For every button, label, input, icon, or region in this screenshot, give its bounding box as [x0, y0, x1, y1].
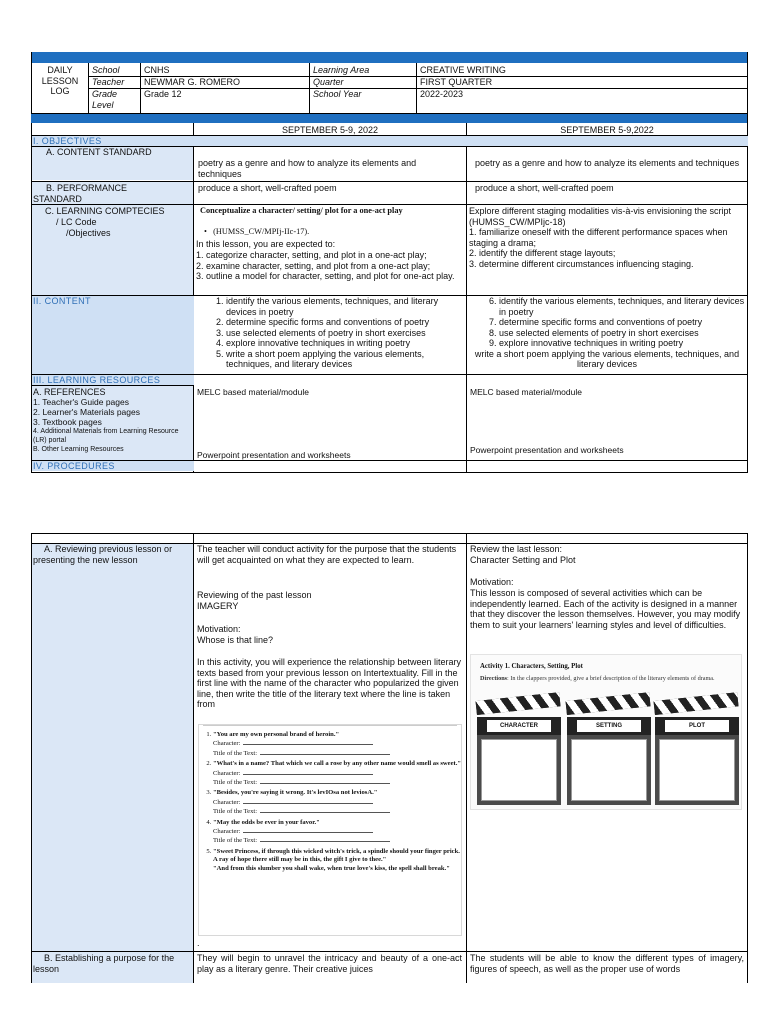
competencies-col2-line: 1. familiarize oneself with the different performance spaces when staging a drama; [469, 227, 728, 248]
review-col1-dot: . [197, 938, 200, 948]
review-col1-intro: The teacher will conduct activity for the purpose that the students will get acquainted on what they are expected to learn. [197, 544, 457, 565]
worksheet-item [213, 848, 461, 873]
clapper-plot [655, 701, 739, 805]
grade-level-value: Grade 12 [144, 89, 182, 99]
grade-level-label: Grade Level [92, 89, 118, 110]
worksheet-quote: 4. "May the odds be ever in your favor." [213, 818, 320, 826]
content-col2-item: 9. explore innovative techniques in writing poetry [499, 338, 745, 349]
worksheet-quote: 2. "What's in a name? That which we call a rose by any other name would smell as sweet." [213, 760, 461, 768]
competencies-col2-line: 2. identify the different stage layouts; [469, 248, 616, 258]
content-col1-item: 5. write a short poem applying the various elements, techniques, and literary devices [226, 349, 464, 370]
review-label: A. Reviewing previous lesson or presenting the new lesson [33, 544, 173, 565]
section-content: II. CONTENT [32, 296, 194, 374]
clapper-setting [567, 701, 651, 805]
clapper-character [477, 701, 561, 805]
content-standard-label: A. CONTENT STANDARD [46, 147, 152, 157]
worksheet-title-label: Title of the Text: [213, 779, 258, 787]
review-col2-topic: Character Setting and Plot [470, 555, 576, 565]
performance-standard-col2: produce a short, well-crafted poem [475, 183, 614, 193]
section-procedures: IV. PROCEDURES [32, 461, 194, 471]
teacher-label: Teacher [92, 77, 125, 87]
competencies-col1-code-text: (HUMSS_CW/MPIj-IIc-17). [213, 227, 310, 236]
worksheet-character-label: Character: [213, 769, 241, 777]
school-value: CNHS [144, 65, 170, 75]
clapper-label: SETTING [577, 720, 641, 732]
header-bar [31, 114, 747, 123]
competencies-col2-line: Explore different staging modalities vis-à-vis envisioning the script (HUMSS_CW/MPIjc-18) [469, 206, 731, 227]
references-col1-bottom: Powerpoint presentation and worksheets [197, 450, 351, 460]
review-col1-motivation: Motivation: [197, 624, 241, 634]
content-col2-item: 7. determine specific forms and conventions of poetry [499, 317, 745, 328]
teacher-value: NEWMAR G. ROMERO [144, 77, 240, 87]
clapper-label: PLOT [665, 720, 729, 732]
date-col-2: SEPTEMBER 5-9,2022 [560, 125, 654, 135]
worksheet-item [213, 819, 461, 846]
school-year-value: 2022-2023 [420, 89, 464, 99]
content-col2-tail: write a short poem applying the various elements, techniques, and literary devices [474, 348, 740, 369]
content-col2-item: 8. use selected elements of poetry in short exercises [499, 328, 745, 339]
content-col1-item: 4. explore innovative techniques in writing poetry [226, 338, 464, 349]
worksheet-quote: 3. "Besides, you're saying it wrong. It's levIOsa not leviosA." [213, 789, 378, 797]
quarter-label: Quarter [313, 77, 344, 87]
activity-image [470, 654, 742, 810]
references-item: 4. Additional Materials from Learning Resource (LR) portal [33, 428, 179, 444]
content-col2-list [469, 296, 745, 370]
learning-area-label: Learning Area [313, 65, 370, 75]
content-col1-item: 1. identify the various elements, techniques, and literary devices in poetry [226, 296, 464, 317]
activity-title: Activity 1. Characters, Setting, Plot [480, 663, 583, 670]
competencies-col1-intro: In this lesson, you are expected to: [196, 239, 336, 249]
competencies-col1-title: Conceptualize a character/ setting/ plot for a one-act play [200, 206, 403, 215]
competencies-label-1: C. LEARNING COMPTECIES [45, 206, 165, 216]
competencies-col1-item: 2. examine character, setting, and plot from a one-act play; [196, 260, 431, 271]
references-list [33, 397, 191, 454]
competencies-label-2: / LC Code [56, 217, 97, 227]
references-item: 1. Teacher's Guide pages [33, 397, 129, 407]
review-col2-text: This lesson is composed of several activities which can be independently learned. Each of the activity is designed in a manner that they discover the lesson themselves. However, you may modify them to suit your learners' learning styles and level of difficulties. [470, 588, 741, 630]
content-col2-item: 6. identify the various elements, techniques, and literary devices in poetry [499, 296, 745, 317]
references-item: 3. Textbook pages [33, 417, 102, 427]
worksheet-image [198, 724, 462, 936]
worksheet-character-label: Character: [213, 798, 241, 806]
section-objectives: I. OBJECTIVES [32, 136, 748, 146]
references-item: 2. Learner's Materials pages [33, 407, 140, 417]
daily-lesson-log-title: DAILY LESSON LOG [41, 65, 79, 96]
worksheet-title-label: Title of the Text: [213, 749, 258, 757]
content-col1-item: 3. use selected elements of poetry in short exercises [226, 328, 464, 339]
review-col1-review: Reviewing of the past lesson [197, 590, 312, 600]
content-standard-col1: poetry as a genre and how to analyze its elements and techniques [198, 158, 417, 179]
references-col2-top: MELC based material/module [470, 387, 582, 397]
top-bar [31, 52, 747, 63]
performance-standard-col1: produce a short, well-crafted poem [198, 183, 337, 193]
competencies-col1-item: 3. outline a model for character, setting, and plot for one-act play. [196, 271, 455, 281]
competencies-col1-item: 1. categorize character, setting, and plot in a one-act play; [196, 250, 427, 260]
references-item: B. Other Learning Resources [33, 446, 124, 453]
school-year-label: School Year [313, 89, 362, 99]
purpose-label: B. Establishing a purpose for the lesson [33, 953, 175, 974]
review-col1-activity: In this activity, you will experience the relationship between literary texts based from your previous lesson on Intertextuality. Fill in the first line with the name of the character who popularized the given line, then write the title of the literary text where the line is taken from [197, 657, 461, 709]
worksheet-list [199, 731, 461, 873]
review-col2-motivation: Motivation: [470, 577, 514, 587]
purpose-col1: They will begin to unravel the intricacy and beauty of a one-act play as a literary genre. Their creative juices [197, 953, 462, 974]
worksheet-item [213, 789, 461, 816]
clapper-label: CHARACTER [487, 720, 551, 732]
competencies-label-3: /Objectives [66, 228, 111, 238]
worksheet-title-label: Title of the Text: [213, 808, 258, 816]
activity-directions [480, 675, 732, 683]
content-col1-item: 2. determine specific forms and conventions of poetry [226, 317, 464, 328]
activity-directions-label: Directions [480, 675, 508, 682]
performance-standard-label: B. PERFORMANCE STANDARD [33, 183, 128, 204]
competencies-col1-code: • (HUMSS_CW/MPIj-IIc-17). [204, 227, 310, 236]
review-col1-question: Whose is that line? [197, 635, 274, 645]
quarter-value: FIRST QUARTER [420, 77, 493, 87]
worksheet-quote: 1. "You are my own personal brand of heroin." [213, 731, 340, 738]
worksheet-item [213, 760, 461, 787]
competencies-col1-items [196, 250, 464, 282]
competencies-col2-line: 3. determine different circumstances influencing staging. [469, 258, 694, 269]
school-label: School [92, 65, 120, 75]
competencies-col2 [469, 206, 745, 269]
learning-area-value: CREATIVE WRITING [420, 65, 506, 75]
worksheet-character-label: Character: [213, 828, 241, 836]
review-col2-review: Review the last lesson: [470, 544, 563, 554]
content-standard-col2: poetry as a genre and how to analyze its elements and techniques [475, 158, 740, 168]
worksheet-item [213, 731, 461, 758]
worksheet-quote: 5. "Sweet Princess, if through this wicked witch's trick, a spindle should your finger prick. A ray of hope there still may be in this, the gift I give to thee." "And from this slumber you shall wake, when true love's kiss, the spell shall break." [213, 847, 460, 872]
worksheet-character-label: Character: [213, 740, 241, 748]
review-col1-topic: IMAGERY [197, 601, 239, 611]
date-col-1: SEPTEMBER 5-9, 2022 [281, 125, 379, 135]
worksheet-title-label: Title of the Text: [213, 837, 258, 845]
content-col1-list [196, 296, 464, 370]
references-label: A. REFERENCES [33, 387, 106, 397]
activity-directions-text: : In the clappers provided, give a brief description of the literary elements of drama. [507, 675, 715, 682]
references-col1-top: MELC based material/module [197, 387, 309, 397]
purpose-col2: The students will be able to know the different types of imagery, figures of speech, as well as the proper use of words [470, 953, 744, 974]
references-col2-bottom: Powerpoint presentation and worksheets [470, 445, 624, 455]
section-resources: III. LEARNING RESOURCES [32, 375, 194, 385]
